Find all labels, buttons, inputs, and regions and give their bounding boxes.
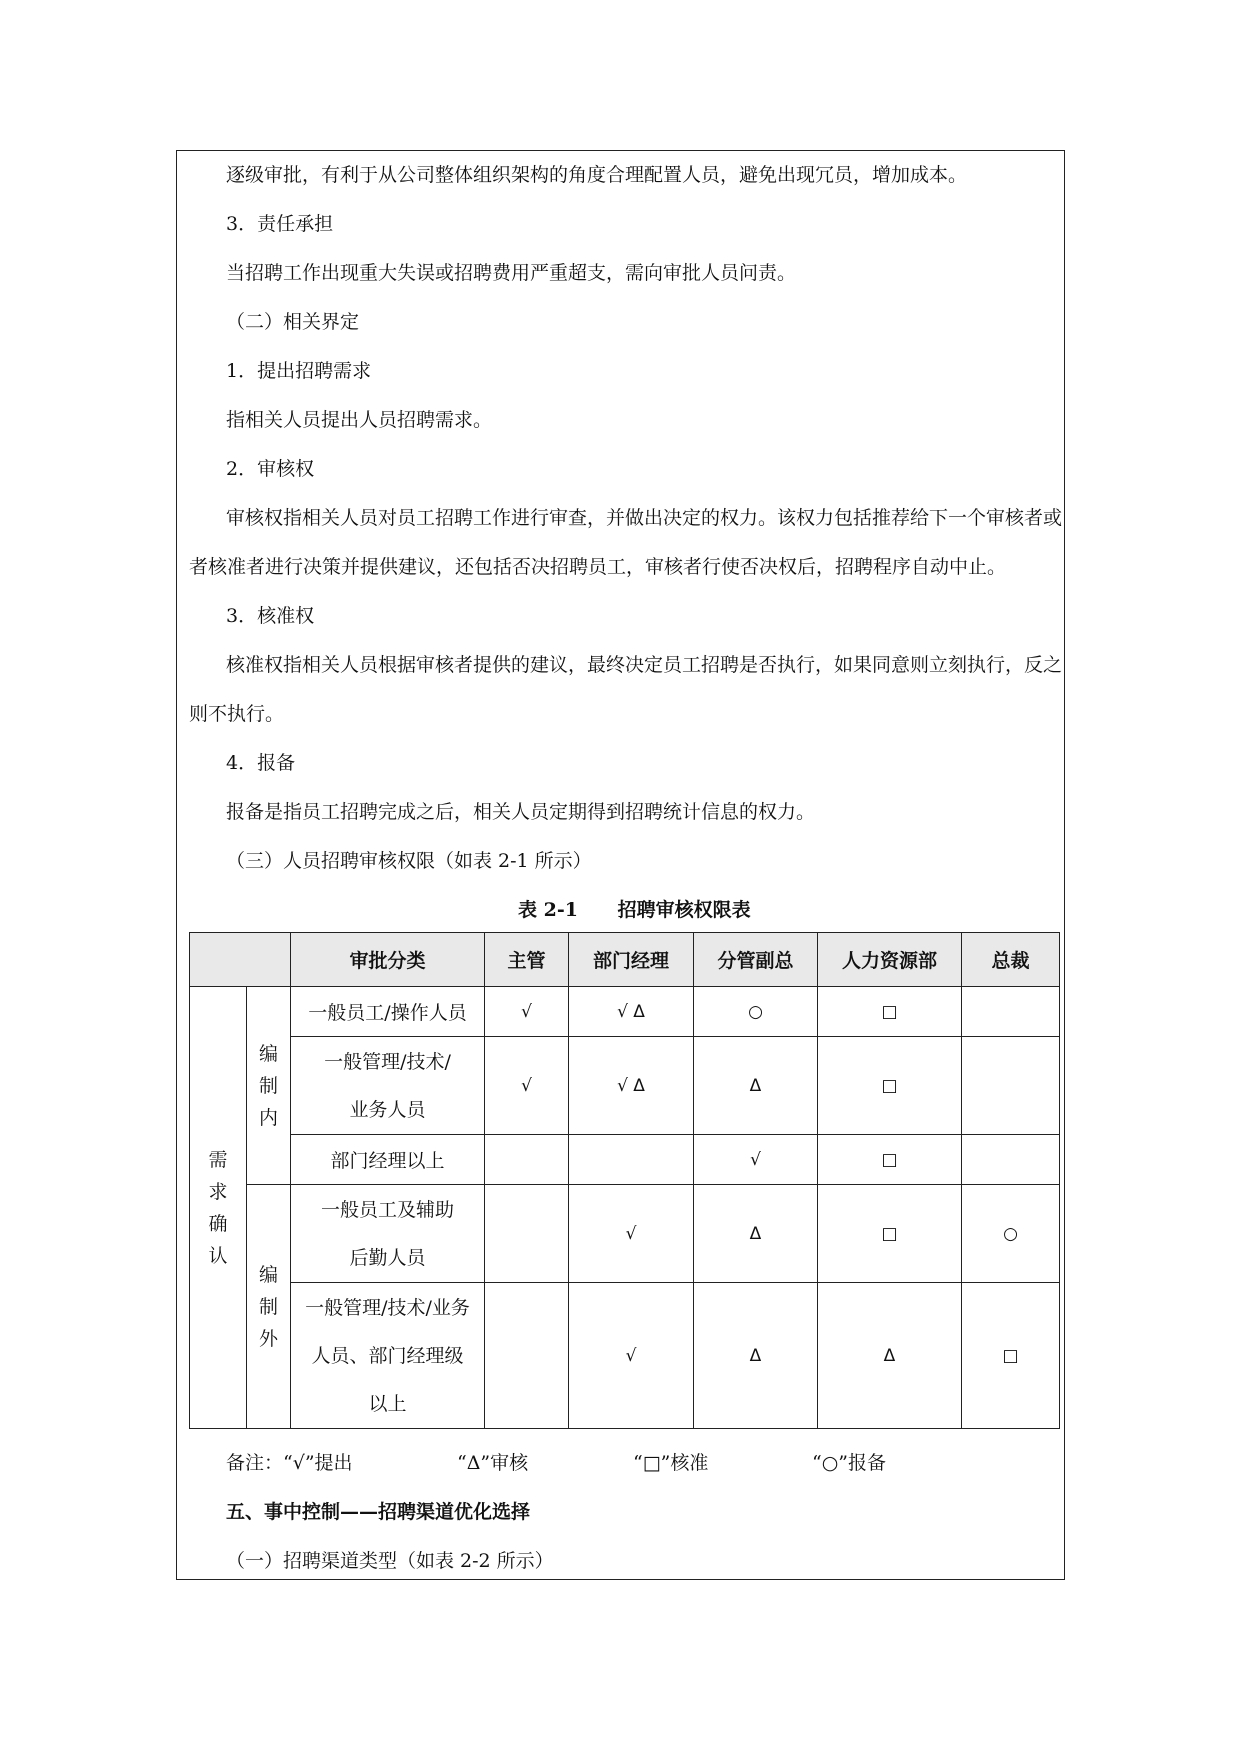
paragraph: 者核准者进行决策并提供建议，还包括否决招聘员工，审核者行使否决权后，招聘程序自动中止。 <box>189 556 1007 578</box>
cell-mark <box>569 1135 694 1185</box>
cell-mark: √ <box>569 1283 694 1429</box>
cell-mark: Δ <box>818 1283 962 1429</box>
heading-file: 4．报备 <box>226 752 296 774</box>
table-caption: 表 2-1 招聘审核权限表 <box>518 899 751 921</box>
cell-mark: √ <box>485 987 569 1037</box>
row-category: 一般管理/技术/业务人员 <box>291 1037 485 1135</box>
header-dept-manager: 部门经理 <box>569 933 694 987</box>
cell-mark: √ <box>694 1135 818 1185</box>
table-row <box>190 987 1060 1037</box>
cell-mark: □ <box>962 1283 1060 1429</box>
cell-mark: ○ <box>962 1185 1060 1283</box>
heading-approve: 3．核准权 <box>226 605 315 627</box>
cell-mark <box>485 1283 569 1429</box>
heading-limits: （三）人员招聘审核权限（如表 2-1 所示） <box>226 850 592 872</box>
cell-mark <box>485 1185 569 1283</box>
cell-mark: √ Δ <box>569 1037 694 1135</box>
cell-mark: Δ <box>694 1037 818 1135</box>
paragraph: 报备是指员工招聘完成之后，相关人员定期得到招聘统计信息的权力。 <box>226 801 816 823</box>
cell-mark: √ <box>485 1037 569 1135</box>
cell-mark: □ <box>818 987 962 1037</box>
cell-mark <box>962 1037 1060 1135</box>
note-review: “Δ”审核 <box>457 1452 529 1474</box>
cell-mark: √ <box>569 1185 694 1283</box>
header-president: 总裁 <box>962 933 1060 987</box>
section-heading: 五、事中控制——招聘渠道优化选择 <box>226 1501 531 1523</box>
heading-responsibility: 3．责任承担 <box>226 213 334 235</box>
table-row <box>190 1135 1060 1185</box>
paragraph: 审核权指相关人员对员工招聘工作进行审查，并做出决定的权力。该权力包括推荐给下一个审核者或 <box>226 507 1063 529</box>
heading-channels: （一）招聘渠道类型（如表 2-2 所示） <box>226 1550 554 1572</box>
cell-mark <box>962 987 1060 1037</box>
paragraph: 当招聘工作出现重大失误或招聘费用严重超支，需向审批人员问责。 <box>226 262 797 284</box>
group-demand-confirm: 需求确认 <box>190 987 247 1429</box>
cell-mark: ○ <box>694 987 818 1037</box>
row-category: 一般管理/技术/业务人员、部门经理级以上 <box>291 1283 485 1429</box>
header-supervisor: 主管 <box>485 933 569 987</box>
heading-review: 2．审核权 <box>226 458 315 480</box>
table-row <box>190 1185 1060 1283</box>
table-row <box>190 1283 1060 1429</box>
header-hr: 人力资源部 <box>818 933 962 987</box>
cell-mark: □ <box>818 1037 962 1135</box>
note-file: “○”报备 <box>812 1452 887 1474</box>
cell-mark: □ <box>818 1185 962 1283</box>
row-category: 部门经理以上 <box>291 1135 485 1185</box>
group-in-staff: 编制内 <box>247 987 291 1185</box>
cell-mark <box>962 1135 1060 1185</box>
row-category: 一般员工/操作人员 <box>291 987 485 1037</box>
group-out-staff: 编制外 <box>247 1185 291 1429</box>
header-category: 审批分类 <box>291 933 485 987</box>
cell-mark <box>485 1135 569 1185</box>
cell-mark: □ <box>818 1135 962 1185</box>
header-vp: 分管副总 <box>694 933 818 987</box>
cell-mark: Δ <box>694 1185 818 1283</box>
paragraph: 指相关人员提出人员招聘需求。 <box>226 409 493 431</box>
header-empty <box>190 933 291 987</box>
table-row <box>190 1037 1060 1135</box>
paragraph: 核准权指相关人员根据审核者提供的建议，最终决定员工招聘是否执行，如果同意则立刻执行，反之 <box>226 654 1063 676</box>
row-category: 一般员工及辅助后勤人员 <box>291 1185 485 1283</box>
note-approve: “□”核准 <box>633 1452 709 1474</box>
approval-table <box>189 932 1060 1429</box>
heading-definitions: （二）相关界定 <box>226 311 360 333</box>
cell-mark: √ Δ <box>569 987 694 1037</box>
paragraph: 则不执行。 <box>189 703 285 725</box>
paragraph: 逐级审批，有利于从公司整体组织架构的角度合理配置人员，避免出现冗员，增加成本。 <box>226 164 968 186</box>
note-propose: 备注：“√”提出 <box>226 1452 353 1474</box>
heading-request: 1．提出招聘需求 <box>226 360 372 382</box>
cell-mark: Δ <box>694 1283 818 1429</box>
